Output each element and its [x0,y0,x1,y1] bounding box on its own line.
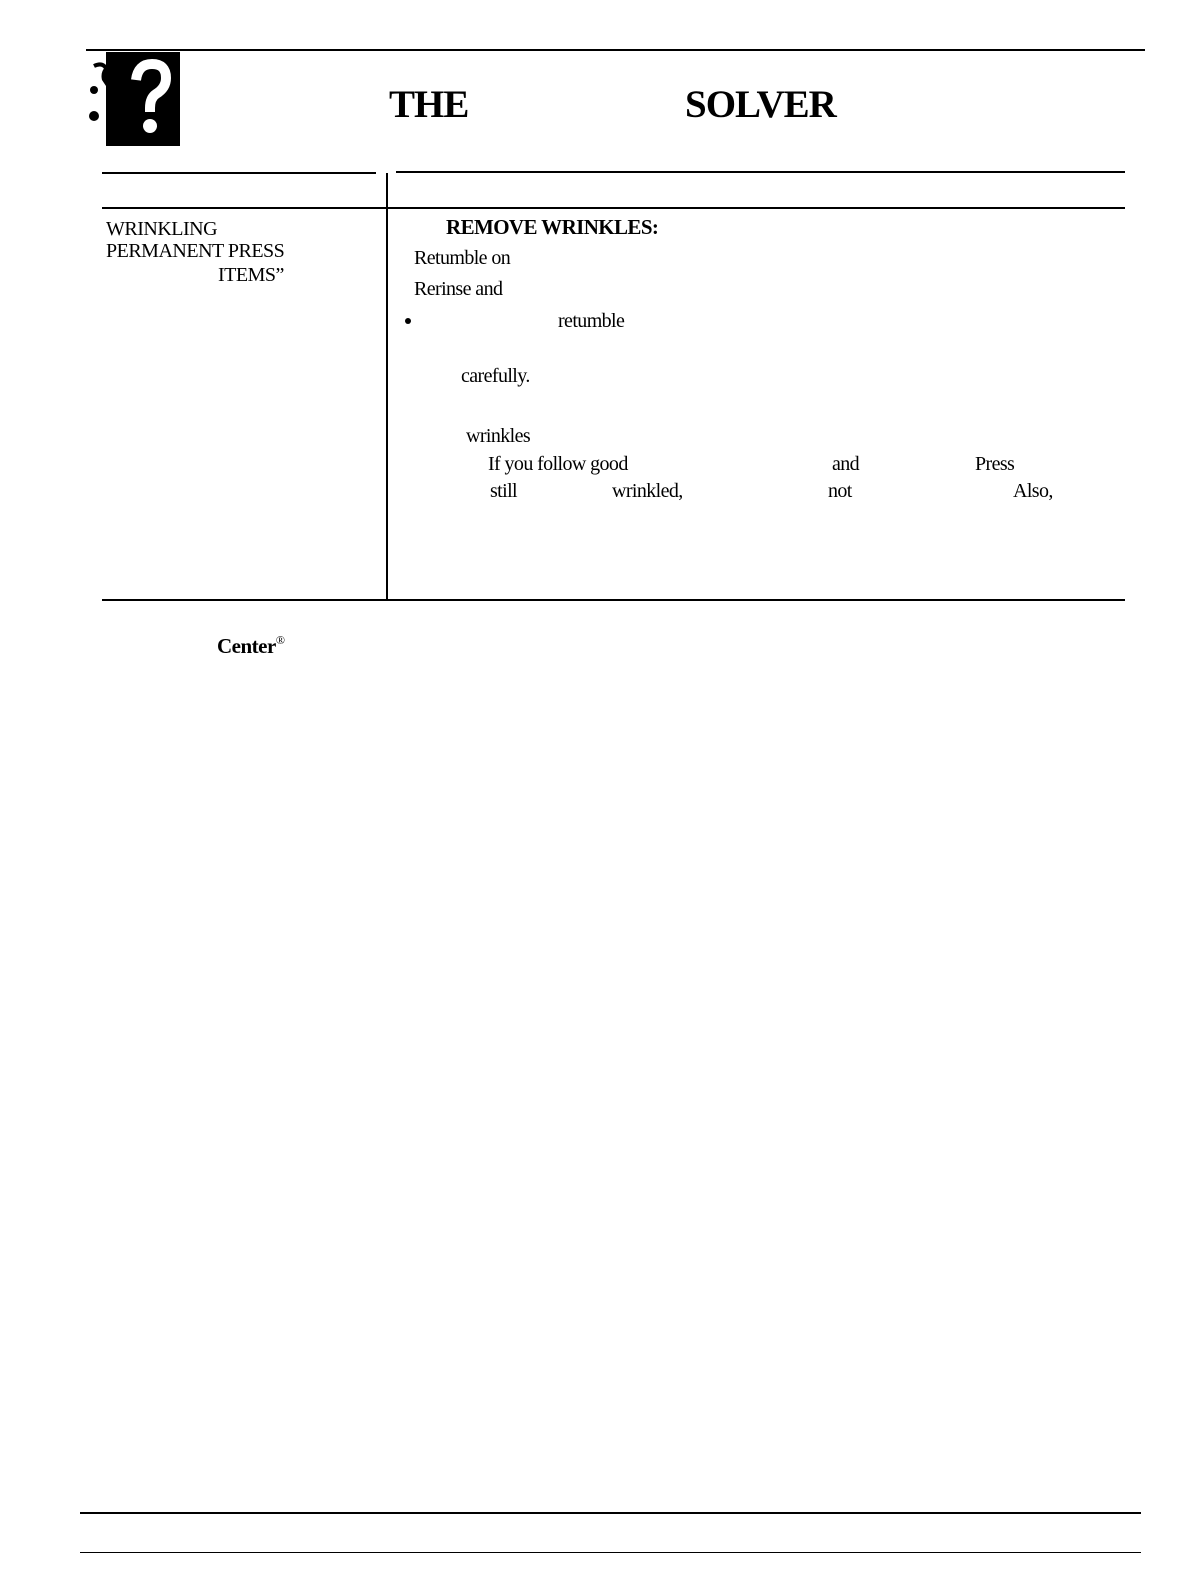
solution-word: and [832,453,860,475]
solution-word: Rerinse and [414,278,503,300]
footer-rule-bottom [80,1552,1141,1553]
table-column-divider [386,208,388,601]
solution-word: Retumble on [414,247,511,269]
solution-word: wrinkled, [612,480,683,502]
table-bottom-rule [102,599,1125,601]
registered-mark: ® [275,633,285,647]
bullet-dot-icon [405,318,411,324]
solution-word: retumble [558,310,625,332]
solution-word: wrinkles [466,425,531,447]
problem-line-3: ITEMS” [218,264,284,286]
center-label [217,633,284,659]
problem-line-1: WRINKLING [106,218,218,240]
page-title-word-solver: SOLVER [685,83,836,126]
table-header-divider [386,173,388,208]
solution-word: not [828,480,852,502]
solution-word: still [490,480,518,502]
solution-heading: REMOVE WRINKLES: [446,215,659,239]
table-header-rule-left [102,172,376,174]
footer-rule-top [80,1512,1141,1514]
solution-word: carefully. [461,365,530,387]
center-label-text: Center [217,634,276,658]
solution-word: Also, [1013,480,1053,502]
question-face-icon [86,52,180,146]
solution-word: If you follow good [488,453,628,475]
solution-word: Press [975,453,1015,475]
problem-line-2: PERMANENT PRESS [106,240,285,262]
table-row-top-rule [102,207,1125,209]
header-top-rule [86,49,1145,51]
table-header-rule-right [396,171,1125,173]
page-title-word-the: THE [389,83,469,126]
